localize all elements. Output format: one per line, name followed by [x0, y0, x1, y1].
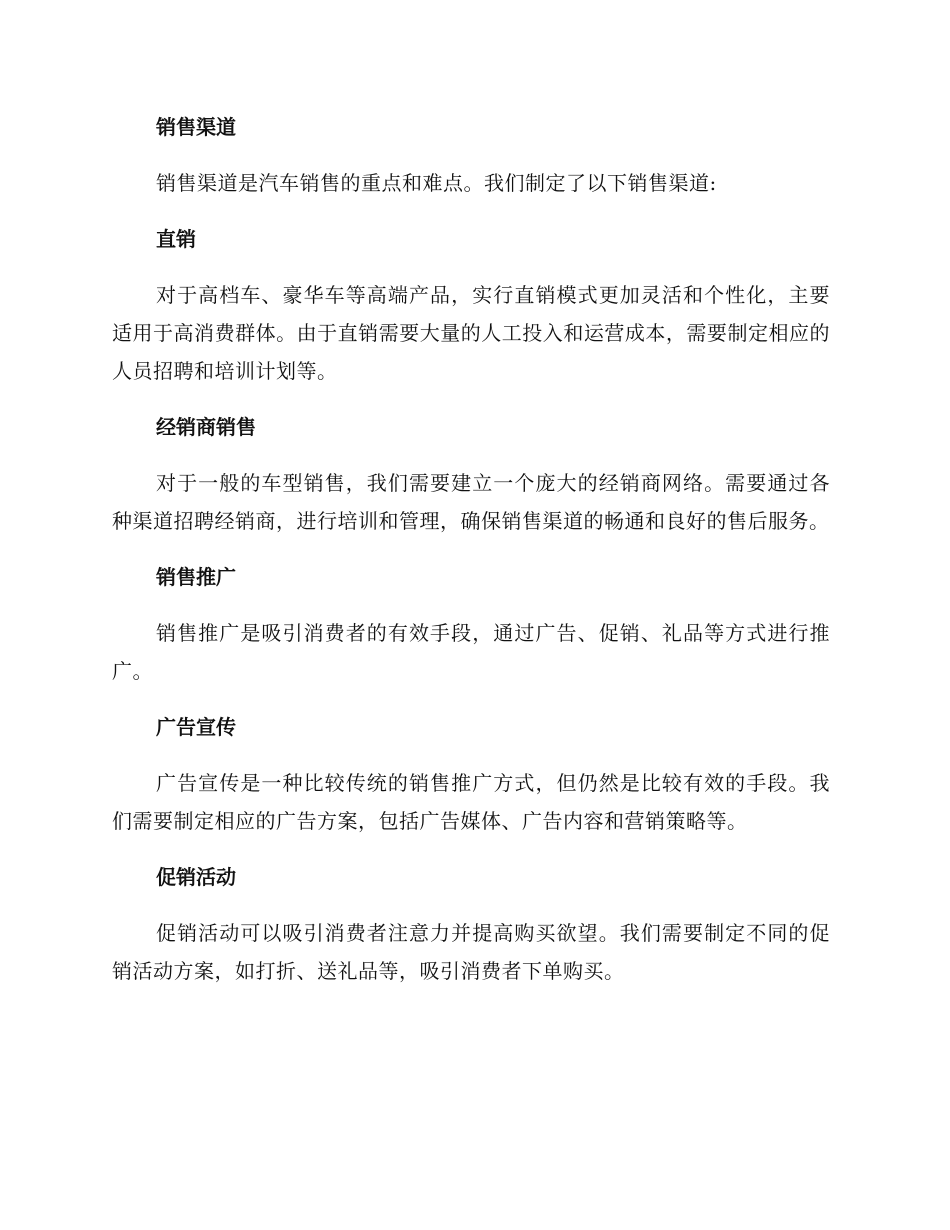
section-paragraph-sales-channels: 销售渠道是汽车销售的重点和难点。我们制定了以下销售渠道: [156, 171, 717, 195]
section-paragraph-direct-sales: 对于高档车、豪华车等高端产品，实行直销模式更加灵活和个性化，主要适用于高消费群体。由于直销需要大量的人工投入和运营成本，需要制定相应的人员招聘和培训计划等。 [112, 283, 830, 383]
section-heading-direct-sales: 直销 [156, 227, 196, 251]
section-heading-sales-channels: 销售渠道 [156, 115, 236, 139]
section-heading-advertising: 广告宣传 [156, 715, 236, 739]
section-paragraph-promotional-activities: 促销活动可以吸引消费者注意力并提高购买欲望。我们需要制定不同的促销活动方案，如打折、送礼品等，吸引消费者下单购买。 [112, 921, 830, 983]
document-page [112, 108, 830, 990]
section-heading-sales-promotion: 销售推广 [156, 565, 236, 589]
section-heading-dealer-sales: 经销商销售 [156, 415, 256, 439]
section-paragraph-sales-promotion: 销售推广是吸引消费者的有效手段，通过广告、促销、礼品等方式进行推广。 [112, 621, 830, 683]
section-paragraph-advertising: 广告宣传是一种比较传统的销售推广方式，但仍然是比较有效的手段。我们需要制定相应的广告方案，包括广告媒体、广告内容和营销策略等。 [112, 771, 830, 833]
section-heading-promotional-activities: 促销活动 [156, 865, 236, 889]
section-paragraph-dealer-sales: 对于一般的车型销售，我们需要建立一个庞大的经销商网络。需要通过各种渠道招聘经销商，进行培训和管理，确保销售渠道的畅通和良好的售后服务。 [112, 471, 830, 533]
